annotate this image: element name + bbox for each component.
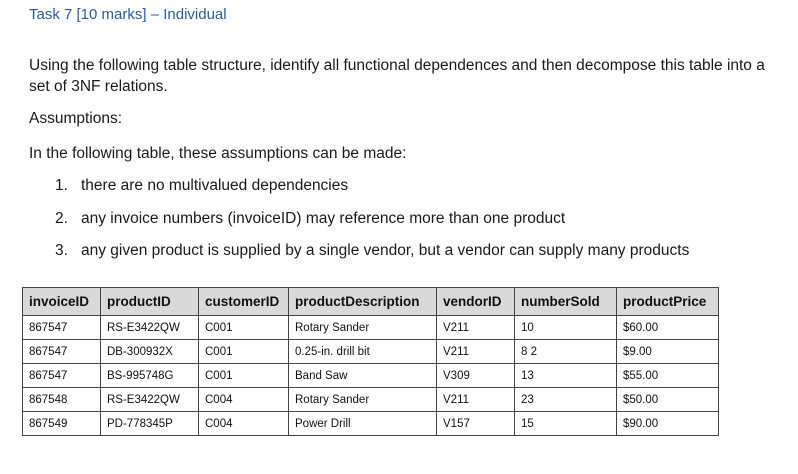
table-cell: V211 xyxy=(437,316,515,340)
assumption-item xyxy=(55,240,689,273)
table-cell: 10 xyxy=(515,316,617,340)
table-cell: $90.00 xyxy=(617,412,719,436)
table-cell: V309 xyxy=(437,364,515,388)
table-cell: Band Saw xyxy=(289,364,437,388)
table-cell: DB-300932X xyxy=(101,340,199,364)
assumption-number: 2. xyxy=(55,209,68,227)
table-cell: C004 xyxy=(199,412,289,436)
table-cell: $50.00 xyxy=(617,388,719,412)
table-cell: V157 xyxy=(437,412,515,436)
column-header-productprice: productPrice xyxy=(617,288,719,316)
table-cell: BS-995748G xyxy=(101,364,199,388)
table-row xyxy=(23,364,719,388)
task-heading: Task 7 [10 marks] – Individual xyxy=(29,6,227,23)
table-cell: RS-E3422QW xyxy=(101,316,199,340)
table-cell: 867547 xyxy=(23,364,101,388)
table-cell: $60.00 xyxy=(617,316,719,340)
table-cell: C001 xyxy=(199,316,289,340)
table-row xyxy=(23,388,719,412)
column-header-numbersold: numberSold xyxy=(515,288,617,316)
table-header-row xyxy=(23,288,719,316)
table-cell: $9.00 xyxy=(617,340,719,364)
assumption-item xyxy=(55,208,689,241)
table-cell: $55.00 xyxy=(617,364,719,388)
column-header-customerid: customerID xyxy=(199,288,289,316)
table-row xyxy=(23,340,719,364)
table-cell: 867547 xyxy=(23,316,101,340)
table-cell: 23 xyxy=(515,388,617,412)
table-row xyxy=(23,316,719,340)
table-cell: C001 xyxy=(199,340,289,364)
column-header-invoiceid: invoiceID xyxy=(23,288,101,316)
table-cell: RS-E3422QW xyxy=(101,388,199,412)
column-header-vendorid: vendorID xyxy=(437,288,515,316)
table-cell: 0.25-in. drill bit xyxy=(289,340,437,364)
table-cell: C004 xyxy=(199,388,289,412)
table-row xyxy=(23,412,719,436)
assumption-text: any given product is supplied by a single vendor, but a vendor can supply many products xyxy=(81,242,690,259)
column-header-productid: productID xyxy=(101,288,199,316)
assumption-number: 3. xyxy=(55,242,68,259)
table-cell: 15 xyxy=(515,412,617,436)
table-cell: Rotary Sander xyxy=(289,316,437,340)
table-cell: V211 xyxy=(437,340,515,364)
instructions-paragraph: Using the following table structure, identify all functional dependences and then decompose this table into a set of 3NF relations. xyxy=(29,57,765,95)
assumption-list xyxy=(55,175,689,273)
table-cell: PD-778345P xyxy=(101,412,199,436)
table-cell: Rotary Sander xyxy=(289,388,437,412)
assumption-item xyxy=(55,175,689,208)
table-cell: V211 xyxy=(437,388,515,412)
assumptions-label: Assumptions: xyxy=(29,110,123,127)
table-cell: 867547 xyxy=(23,340,101,364)
assumption-number: 1. xyxy=(55,177,68,194)
column-header-productdescription: productDescription xyxy=(289,288,437,316)
table-cell: 867549 xyxy=(23,412,101,436)
table-cell: C001 xyxy=(199,364,289,388)
table-cell: Power Drill xyxy=(289,412,437,436)
table-cell: 13 xyxy=(515,364,617,388)
table-cell: 8 2 xyxy=(515,340,617,364)
assumption-text: any invoice numbers (invoiceID) may reference more than one product xyxy=(81,209,566,227)
invoice-table xyxy=(22,287,719,436)
assumption-text: there are no multivalued dependencies xyxy=(81,177,349,194)
assumptions-lead-in: In the following table, these assumptions can be made: xyxy=(29,145,407,162)
table-cell: 867548 xyxy=(23,388,101,412)
